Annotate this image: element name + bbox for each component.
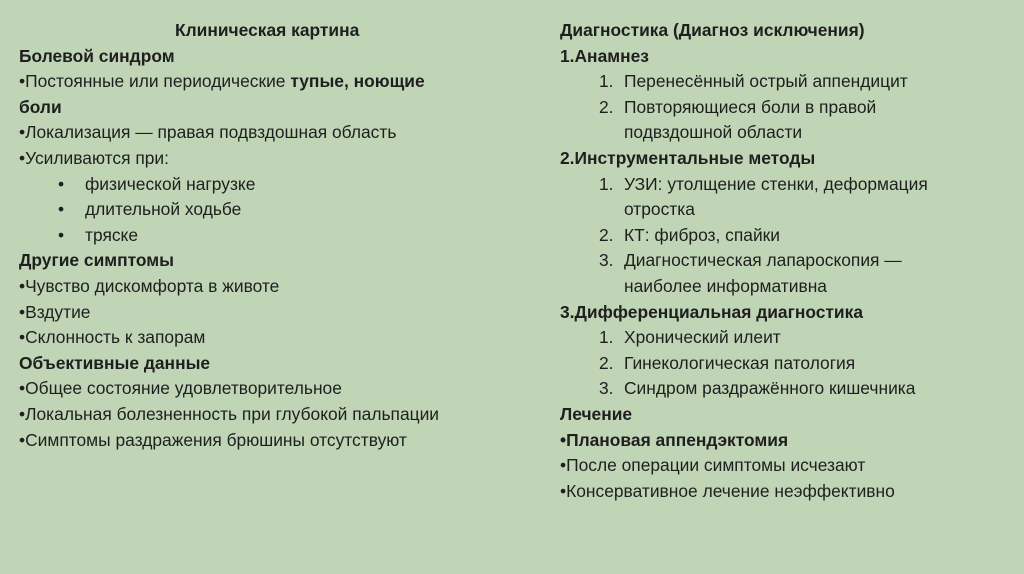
objective-item-1: •Общее состояние удовлетворительное bbox=[19, 378, 342, 399]
pain-syndrome-heading: Болевой синдром bbox=[19, 45, 175, 66]
list-number: 2. bbox=[599, 352, 614, 373]
sub-item-1 bbox=[19, 172, 509, 198]
pain-item-1-bold: тупые, ноющие bbox=[290, 71, 425, 92]
differential-item-1 bbox=[560, 325, 1015, 351]
pain-item-2: •Локализация — правая подвздошная область bbox=[19, 122, 397, 143]
list-number: 1. bbox=[599, 327, 614, 348]
instrumental-item-2 bbox=[560, 223, 1015, 249]
instrumental-item-1-continuation: отростка bbox=[624, 199, 695, 220]
pain-item-1 bbox=[19, 69, 509, 95]
pain-item-3: •Усиливаются при: bbox=[19, 147, 169, 168]
treatment-item-1: •Плановая аппендэктомия bbox=[560, 429, 789, 450]
differential-heading: 3.Дифференциальная диагностика bbox=[560, 301, 864, 322]
clinical-picture-column bbox=[19, 18, 509, 453]
differential-item-3-text: Синдром раздражённого кишечника bbox=[624, 378, 916, 399]
differential-item-2 bbox=[560, 351, 1015, 377]
other-symptoms-heading: Другие симптомы bbox=[19, 250, 175, 271]
list-number: 2. bbox=[599, 224, 614, 245]
diagnostics-title: Диагностика (Диагноз исключения) bbox=[560, 20, 865, 40]
list-number: 1. bbox=[599, 71, 614, 92]
sub-item-3-text: тряске bbox=[85, 224, 139, 245]
treatment-item-3: •Консервативное лечение неэффективно bbox=[560, 480, 895, 501]
list-number: 2. bbox=[599, 96, 614, 117]
instrumental-item-1-text: УЗИ: утолщение стенки, деформация bbox=[624, 173, 928, 194]
other-item-3: •Склонность к запорам bbox=[19, 327, 206, 348]
bullet-icon: • bbox=[58, 199, 65, 220]
differential-item-1-text: Хронический илеит bbox=[624, 327, 781, 348]
instrumental-item-3-continuation: наиболее информативна bbox=[624, 275, 827, 296]
differential-item-3 bbox=[560, 376, 1015, 402]
differential-item-2-text: Гинекологическая патология bbox=[624, 352, 856, 373]
other-item-2: •Вздутие bbox=[19, 301, 91, 322]
list-number: 3. bbox=[599, 250, 614, 271]
list-number: 1. bbox=[599, 173, 614, 194]
clinical-picture-title: Клиническая картина bbox=[175, 20, 360, 40]
bullet-icon: • bbox=[58, 224, 65, 245]
treatment-heading: Лечение bbox=[560, 403, 633, 424]
anamnesis-item-2-continuation: подвздошной области bbox=[624, 122, 803, 143]
anamnesis-item-1-text: Перенесённый острый аппендицит bbox=[624, 71, 908, 92]
objective-item-2: •Локальная болезненность при глубокой пальпации bbox=[19, 403, 439, 424]
sub-item-1-text: физической нагрузке bbox=[85, 173, 256, 194]
other-item-1: •Чувство дискомфорта в животе bbox=[19, 275, 280, 296]
objective-item-3: •Симптомы раздражения брюшины отсутствуют bbox=[19, 429, 407, 450]
sub-item-2 bbox=[19, 197, 509, 223]
instrumental-item-2-text: КТ: фиброз, спайки bbox=[624, 224, 781, 245]
treatment-item-2: •После операции симптомы исчезают bbox=[560, 455, 866, 476]
instrumental-item-3 bbox=[560, 248, 1015, 274]
list-number: 3. bbox=[599, 378, 614, 399]
anamnesis-item-1 bbox=[560, 69, 1015, 95]
pain-item-1-text: •Постоянные или периодические bbox=[19, 71, 291, 92]
instrumental-item-3-text: Диагностическая лапароскопия — bbox=[624, 250, 902, 271]
sub-item-2-text: длительной ходьбе bbox=[85, 199, 242, 220]
pain-item-1-continuation: боли bbox=[19, 96, 62, 117]
anamnesis-item-2-text: Повторяющиеся боли в правой bbox=[624, 96, 877, 117]
instrumental-item-1 bbox=[560, 172, 1015, 198]
anamnesis-heading: 1.Анамнез bbox=[560, 45, 649, 66]
anamnesis-item-2 bbox=[560, 95, 1015, 121]
instrumental-heading: 2.Инструментальные методы bbox=[560, 147, 816, 168]
bullet-icon: • bbox=[58, 173, 65, 194]
sub-item-3 bbox=[19, 223, 509, 249]
diagnostics-column bbox=[560, 18, 1015, 504]
objective-data-heading: Объективные данные bbox=[19, 352, 211, 373]
